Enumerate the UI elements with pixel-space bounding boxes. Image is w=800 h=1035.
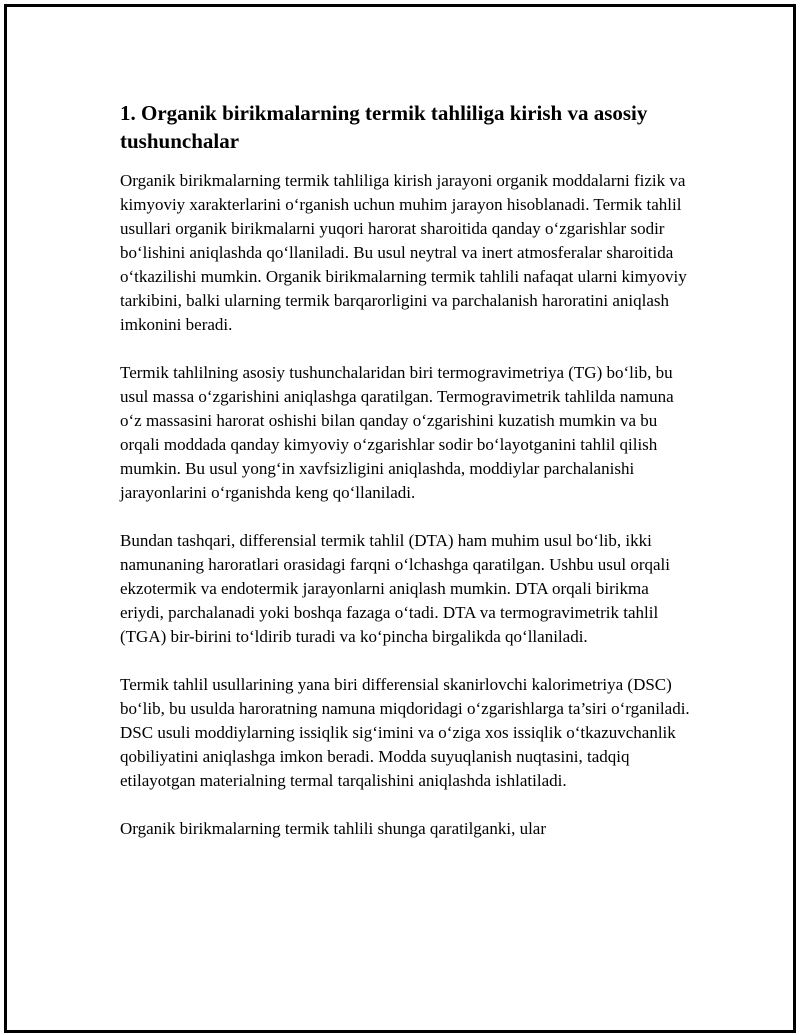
paragraph-dta: Bundan tashqari, differensial termik tahlil (DTA) ham muhim usul bo‘lib, ikki namunaning haroratlari orasidagi farqni o‘lchashga qaratilgan. Ushbu usul orqali ekzotermik va endotermik jarayonlarni aniqlash mumkin. DTA orqali birikma eriydi, parchalanadi yoki boshqa fazaga o‘tadi. DTA va termogravimetrik tahlil (TGA) bir-birini to‘ldirib turadi va ko‘pincha birgalikda qo‘llaniladi.: [120, 531, 670, 646]
section-heading: 1. Organik birikmalarning termik tahliliga kirish va asosiy tushunchalar: [120, 101, 648, 153]
paragraph-dsc: Termik tahlil usullarining yana biri differensial skanirlovchi kalorimetriya (DSC) bo‘lib, bu usulda haroratning namuna miqdoridagi o‘zgarishlarga ta’siri o‘rganiladi. DSC usuli moddiylarning issiqlik sig‘imini va o‘ziga xos issiqlik o‘tkazuvchanlik qobiliyatini aniqlashga imkon beradi. Modda suyuqlanish nuqtasini, tadqiq etilayotgan materialning termal tarqalishini aniqlashda ishlatiladi.: [120, 675, 690, 790]
document-body: [120, 99, 695, 865]
paragraph-continuation: Organik birikmalarning termik tahlili shunga qaratilganki, ular: [120, 819, 546, 838]
paragraph-intro: Organik birikmalarning termik tahliliga kirish jarayoni organik moddalarni fizik va kimyoviy xarakterlarini o‘rganish uchun muhim jarayon hisoblanadi. Termik tahlil usullari organik birikmalarni yuqori harorat sharoitida qanday o‘zgarishlar sodir bo‘lishini aniqlashda qo‘llaniladi. Bu usul neytral va inert atmosferalar sharoitida o‘tkazilishi mumkin. Organik birikmalarning termik tahlili nafaqat ularni kimyoviy tarkibini, balki ularning termik barqarorligini va parchalanish haroratini aniqlash imkonini beradi.: [120, 171, 687, 334]
paragraph-termogravimetriya: Termik tahlilning asosiy tushunchalaridan biri termogravimetriya (TG) bo‘lib, bu usul massa o‘zgarishini aniqlashga qaratilgan. Termogravimetrik tahlilda namuna o‘z massasini harorat oshishi bilan qanday o‘zgarishini kuzatish mumkin va bu orqali moddada qanday kimyoviy o‘zgarishlar sodir bo‘layotganini tahlil qilish mumkin. Bu usul yong‘in xavfsizligini aniqlashda, moddiylar parchalanishi jarayonlarini o‘rganishda keng qo‘llaniladi.: [120, 363, 674, 502]
page-frame: [4, 4, 796, 1033]
